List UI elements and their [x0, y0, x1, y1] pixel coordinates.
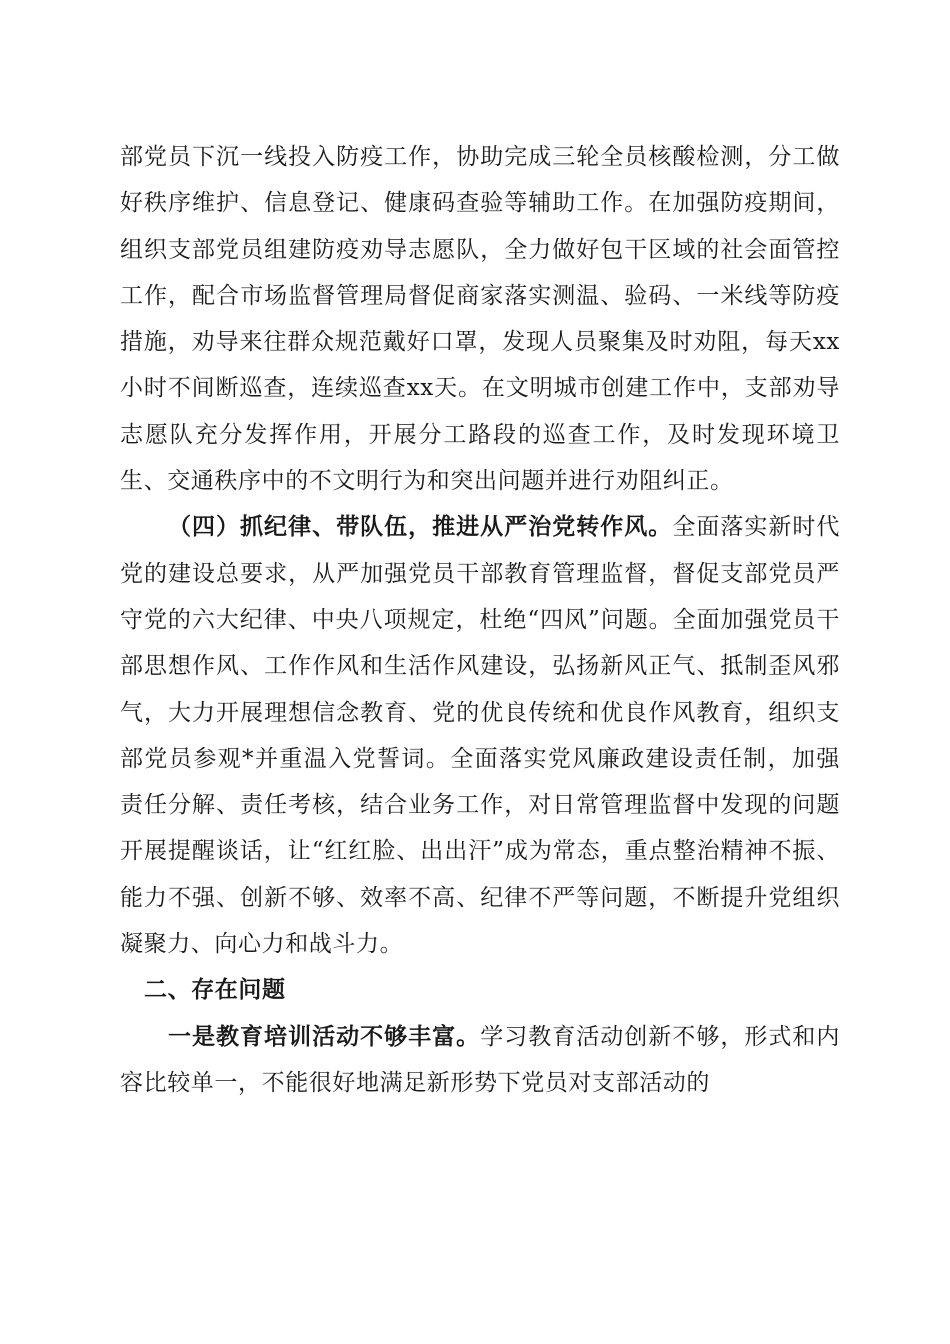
section-lead-training: 一是教育培训活动不够丰富。: [168, 1023, 481, 1050]
document-body: [120, 134, 840, 1106]
paragraph-text: 全面落实新时代党的建设总要求，从严加强党员干部教育管理监督，督促支部党员严守党的六大纪律、中央八项规定，杜绝“四风”问题。全面加强党员干部思想作风、工作作风和生活作风建设，弘扬新风正气、抵制歪风邪气，大力开展理想信念教育、党的优良传统和优良作风教育，组织支部党员参观*并重温入党誓词。全面落实党风廉政建设责任制，加强责任分解、责任考核，结合业务工作，对日常管理监督中发现的问题开展提醒谈话，让“红红脸、出出汗”成为常态，重点整治精神不振、能力不强、创新不够、效率不高、纪律不严等问题，不断提升党组织凝聚力、向心力和战斗力。: [120, 514, 840, 958]
paragraph-discipline: [120, 504, 840, 967]
section-heading-problems: 二、存在问题: [144, 977, 286, 1004]
paragraph-training: [120, 1014, 840, 1107]
paragraph-text: 部党员下沉一线投入防疫工作，协助完成三轮全员核酸检测，分工做好秩序维护、信息登记、健康码查验等辅助工作。在加强防疫期间，组织支部党员组建防疫劝导志愿队，全力做好包干区域的社会面管控工作，配合市场监督管理局督促商家落实测温、验码、一米线等防疫措施，劝导来往群众规范戴好口罩，发现人员聚集及时劝阻，每天xx小时不间断巡查，连续巡查xx天。在文明城市创建工作中，支部劝导志愿队充分发挥作用，开展分工路段的巡查工作，及时发现环境卫生、交通秩序中的不文明行为和突出问题并进行劝阻纠正。: [120, 144, 840, 495]
paragraph-epidemic-work: [120, 134, 840, 504]
section-lead-discipline: （四）抓纪律、带队伍，推进从严治党转作风。: [168, 514, 673, 541]
paragraph-text: 学习教育活动创新不够，形式和内容比较单一，不能很好地满足新形势下党员对支部活动的: [120, 1023, 840, 1096]
